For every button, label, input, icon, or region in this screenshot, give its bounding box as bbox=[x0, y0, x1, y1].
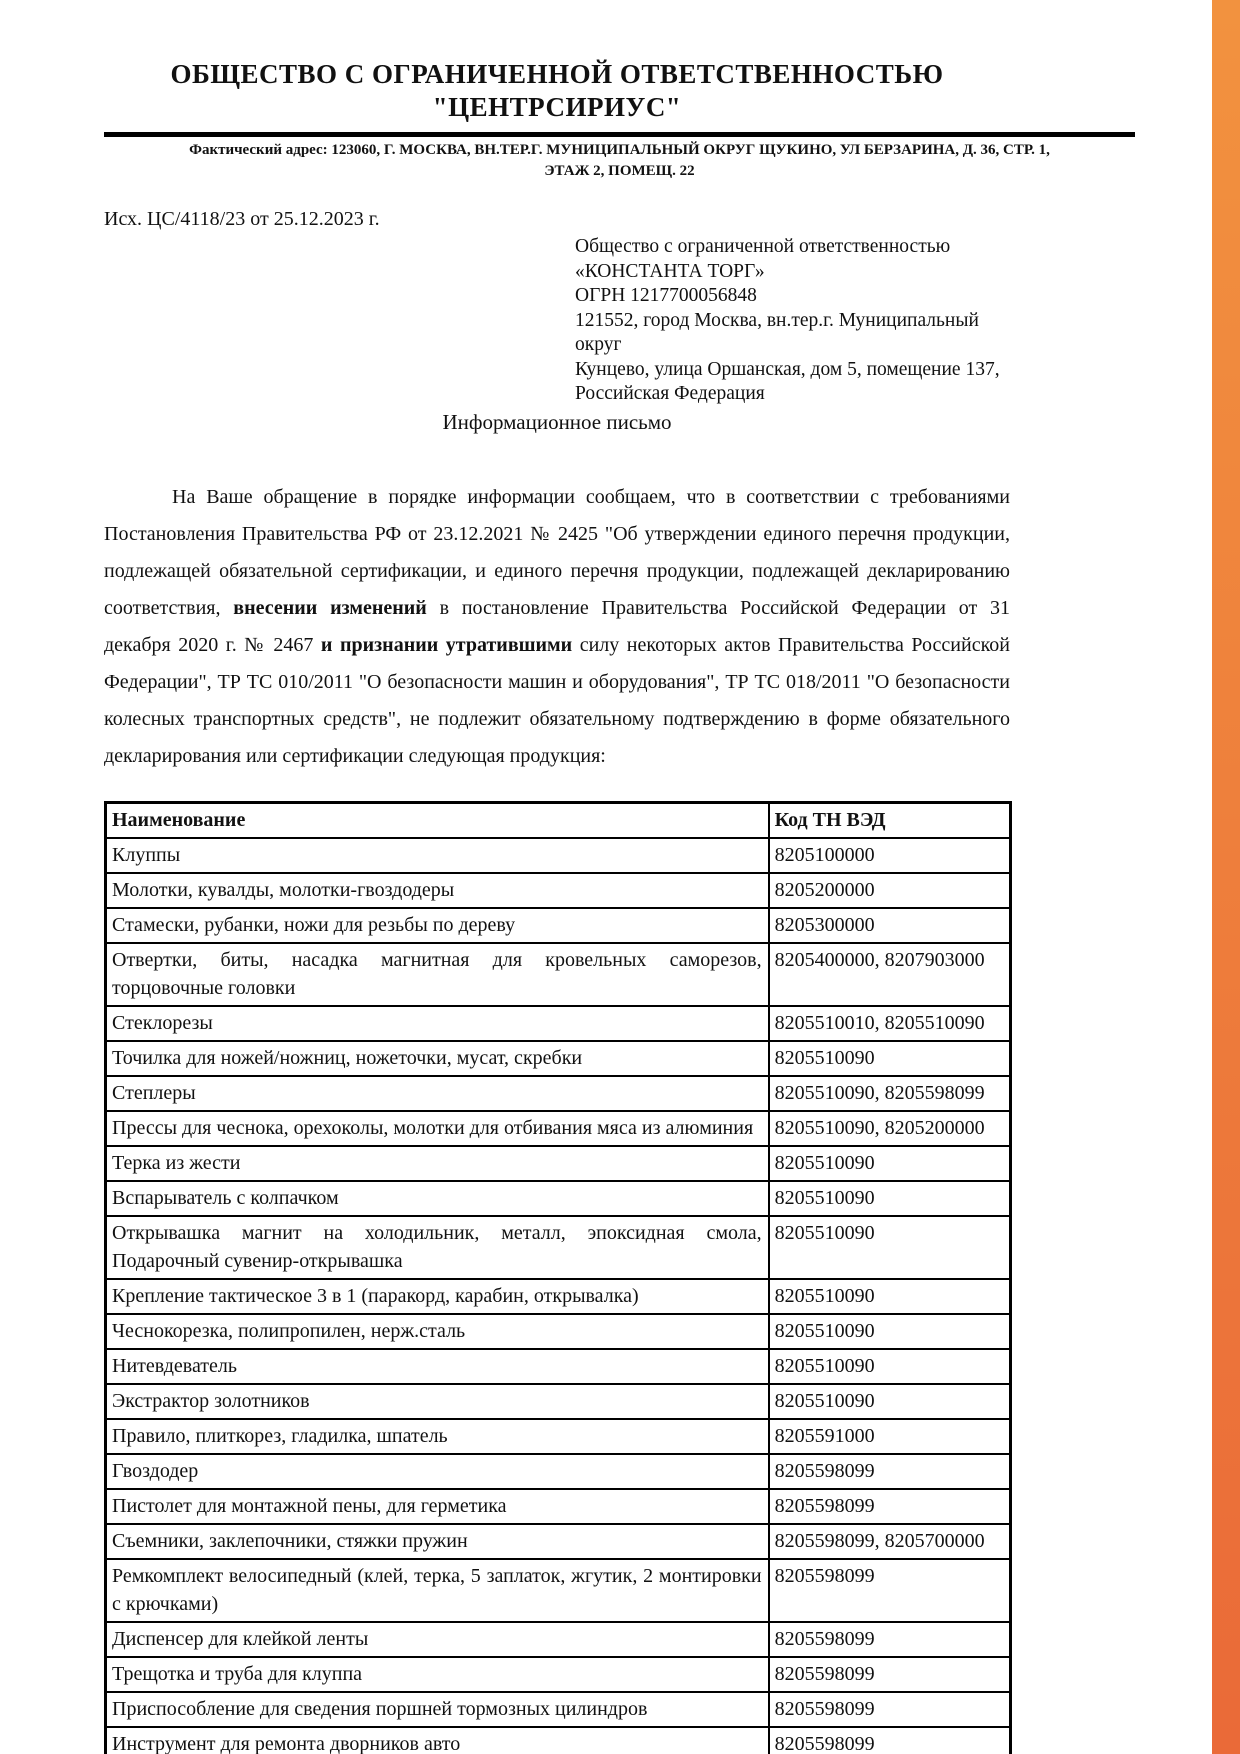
header-divider bbox=[104, 132, 1135, 137]
product-name-cell: Клуппы bbox=[106, 838, 769, 873]
product-name-cell: Стамески, рубанки, ножи для резьбы по дереву bbox=[106, 908, 769, 943]
product-name-cell: Крепление тактическое 3 в 1 (паракорд, карабин, открывалка) bbox=[106, 1279, 769, 1314]
table-row bbox=[106, 1216, 1011, 1279]
table-row bbox=[106, 873, 1011, 908]
product-code-cell: 8205598099 bbox=[769, 1489, 1011, 1524]
product-code-cell: 8205510090 bbox=[769, 1384, 1011, 1419]
table-row bbox=[106, 1041, 1011, 1076]
recipient-line: 121552, город Москва, вн.тер.г. Муниципальный округ bbox=[575, 309, 979, 355]
product-name-cell: Экстрактор золотников bbox=[106, 1384, 769, 1419]
company-address bbox=[104, 140, 1135, 182]
column-header-name: Наименование bbox=[106, 802, 769, 838]
table-row bbox=[106, 1692, 1011, 1727]
table-row bbox=[106, 1622, 1011, 1657]
product-code-cell: 8205510090 bbox=[769, 1181, 1011, 1216]
table-row bbox=[106, 1111, 1011, 1146]
product-name-cell: Диспенсер для клейкой ленты bbox=[106, 1622, 769, 1657]
product-name-cell: Стеклорезы bbox=[106, 1006, 769, 1041]
table-row bbox=[106, 1524, 1011, 1559]
table-header-row bbox=[106, 802, 1011, 838]
product-code-cell: 8205300000 bbox=[769, 908, 1011, 943]
product-name-cell: Ремкомплект велосипедный (клей, терка, 5 заплаток, жгутик, 2 монтировки с крючками) bbox=[106, 1559, 769, 1622]
product-code-cell: 8205598099 bbox=[769, 1657, 1011, 1692]
recipient-line: Общество с ограниченной ответственностью bbox=[575, 236, 951, 257]
company-address-line2: ЭТАЖ 2, ПОМЕЩ. 22 bbox=[544, 163, 695, 179]
product-name-cell: Открывашка магнит на холодильник, металл, эпоксидная смола, Подарочный сувенир-открывашка bbox=[106, 1216, 769, 1279]
product-code-cell: 8205591000 bbox=[769, 1419, 1011, 1454]
table-row bbox=[106, 1314, 1011, 1349]
product-name-cell: Нитевдеватель bbox=[106, 1349, 769, 1384]
table-row bbox=[106, 943, 1011, 1006]
product-code-cell: 8205100000 bbox=[769, 838, 1011, 873]
product-code-cell: 8205510090, 8205598099 bbox=[769, 1076, 1011, 1111]
company-name-line2: "ЦЕНТРСИРИУС" bbox=[432, 92, 682, 122]
table-row bbox=[106, 1419, 1011, 1454]
table-row bbox=[106, 1006, 1011, 1041]
table-row bbox=[106, 1349, 1011, 1384]
product-code-cell: 8205510090, 8205200000 bbox=[769, 1111, 1011, 1146]
company-name-line1: ОБЩЕСТВО С ОГРАНИЧЕННОЙ ОТВЕТСТВЕННОСТЬЮ bbox=[170, 59, 944, 89]
table-row bbox=[106, 1489, 1011, 1524]
letter-content bbox=[104, 0, 1204, 1754]
product-name-cell: Инструмент для ремонта дворников авто bbox=[106, 1727, 769, 1754]
product-code-cell: 8205510090 bbox=[769, 1349, 1011, 1384]
recipient-line: ОГРН 1217700056848 bbox=[575, 285, 757, 306]
recipient-line: Кунцево, улица Оршанская, дом 5, помещение 137, bbox=[575, 358, 1000, 380]
product-code-cell: 8205598099 bbox=[769, 1559, 1011, 1622]
product-name-cell: Прессы для чеснока, орехоколы, молотки для отбивания мяса из алюминия bbox=[106, 1111, 769, 1146]
product-code-cell: 8205510090 bbox=[769, 1146, 1011, 1181]
company-address-line1: Фактический адрес: 123060, Г. МОСКВА, ВН.ТЕР.Г. МУНИЦИПАЛЬНЫЙ ОКРУГ ЩУКИНО, УЛ БЕРЗАРИНА, Д. 36, СТР. 1, bbox=[189, 142, 1050, 158]
table-row bbox=[106, 1279, 1011, 1314]
product-code-cell: 8205200000 bbox=[769, 873, 1011, 908]
product-code-cell: 8205400000, 8207903000 bbox=[769, 943, 1011, 1006]
product-code-cell: 8205510010, 8205510090 bbox=[769, 1006, 1011, 1041]
accent-stripe bbox=[1212, 0, 1240, 1754]
table-row bbox=[106, 1559, 1011, 1622]
letter-title: Информационное письмо bbox=[442, 409, 672, 434]
table-row bbox=[106, 1727, 1011, 1754]
column-header-code: Код ТН ВЭД bbox=[769, 802, 1011, 838]
product-name-cell: Точилка для ножей/ножниц, ножеточки, мусат, скребки bbox=[106, 1041, 769, 1076]
product-code-cell: 8205510090 bbox=[769, 1279, 1011, 1314]
product-code-cell: 8205510090 bbox=[769, 1041, 1011, 1076]
product-name-cell: Молотки, кувалды, молотки-гвоздодеры bbox=[106, 873, 769, 908]
product-code-cell: 8205598099 bbox=[769, 1692, 1011, 1727]
product-code-cell: 8205510090 bbox=[769, 1216, 1011, 1279]
table-row bbox=[106, 1146, 1011, 1181]
product-name-cell: Вспарыватель с колпачком bbox=[106, 1181, 769, 1216]
product-name-cell: Трещотка и труба для клуппа bbox=[106, 1657, 769, 1692]
table-row bbox=[106, 1657, 1011, 1692]
product-name-cell: Степлеры bbox=[106, 1076, 769, 1111]
product-name-cell: Терка из жести bbox=[106, 1146, 769, 1181]
table-row bbox=[106, 1181, 1011, 1216]
product-name-cell: Чеснокорезка, полипропилен, нерж.сталь bbox=[106, 1314, 769, 1349]
product-name-cell: Правило, плиткорез, гладилка, шпатель bbox=[106, 1419, 769, 1454]
recipient-line: «КОНСТАНТА ТОРГ» bbox=[575, 260, 765, 282]
outgoing-reference: Исх. ЦС/4118/23 от 25.12.2023 г. bbox=[104, 208, 380, 230]
product-code-cell: 8205598099 bbox=[769, 1727, 1011, 1754]
table-row bbox=[106, 1076, 1011, 1111]
company-name bbox=[104, 58, 1010, 124]
product-name-cell: Приспособление для сведения поршней тормозных цилиндров bbox=[106, 1692, 769, 1727]
product-name-cell: Съемники, заклепочники, стяжки пружин bbox=[106, 1524, 769, 1559]
product-code-cell: 8205598099 bbox=[769, 1454, 1011, 1489]
product-name-cell: Гвоздодер bbox=[106, 1454, 769, 1489]
letter-body-paragraph: На Ваше обращение в порядке информации сообщаем, что в соответствии с требованиями Постановления Правительства РФ от 23.12.2021 № 2425 "Об утверждении единого перечня продукции, подлежащей обязательной сертификации, и единого перечня продукции, подлежащей декларированию соответствия, внесении изменений в постановление Правительства Российской Федерации от 31 декабря 2020 г. № 2467 и признании утратившими силу некоторых актов Правительства Российской Федерации", ТР ТС 010/2011 "О безопасности машин и оборудования", ТР ТС 018/2011 "О безопасности колесных транспортных средств", не подлежит обязательному подтверждению в форме обязательного декларирования или сертификации следующая продукция: bbox=[104, 485, 1010, 767]
table-row bbox=[106, 908, 1011, 943]
product-code-cell: 8205510090 bbox=[769, 1314, 1011, 1349]
recipient-line: Российская Федерация bbox=[575, 383, 765, 404]
table-row bbox=[106, 838, 1011, 873]
product-name-cell: Пистолет для монтажной пены, для герметика bbox=[106, 1489, 769, 1524]
recipient-block bbox=[575, 235, 1020, 407]
table-row bbox=[106, 1384, 1011, 1419]
products-table bbox=[104, 801, 1012, 1754]
product-name-cell: Отвертки, биты, насадка магнитная для кровельных саморезов, торцовочные головки bbox=[106, 943, 769, 1006]
product-code-cell: 8205598099 bbox=[769, 1622, 1011, 1657]
product-code-cell: 8205598099, 8205700000 bbox=[769, 1524, 1011, 1559]
table-row bbox=[106, 1454, 1011, 1489]
